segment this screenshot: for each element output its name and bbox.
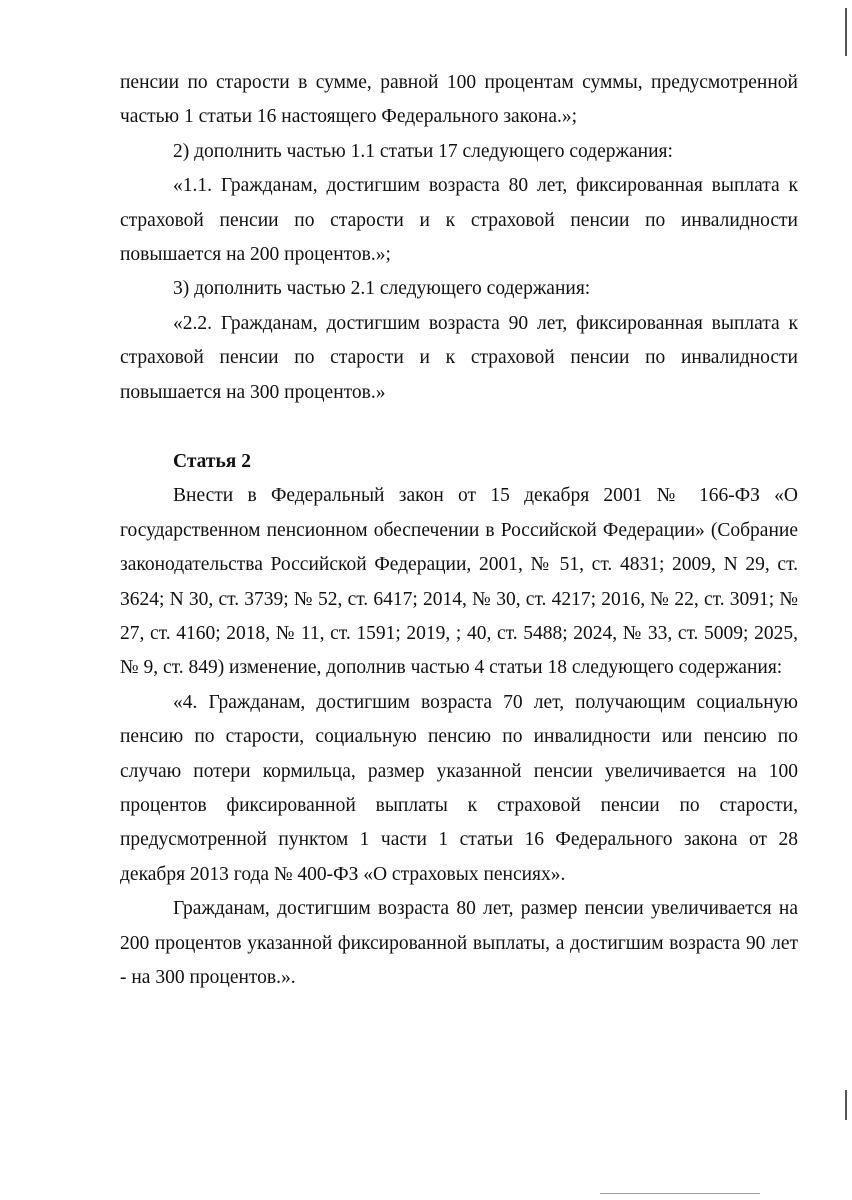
scan-bottom-line: [600, 1193, 760, 1194]
paragraph-clause-2-2: «2.2. Гражданам, достигшим возраста 90 лет, фиксированная выплата к страховой пенсии по старости и к страховой пенсии по инвалидности повышается на 300 процентов.»: [120, 312, 798, 403]
document-body-article-2: [120, 445, 798, 996]
paragraph-age-increase: Гражданам, достигшим возраста 80 лет, размер пенсии увеличивается на 200 процентов указанной фиксированной выплаты, а достигшим возраста 90 лет - на 300 процентов.».: [120, 898, 798, 989]
article-heading: Статья 2: [173, 451, 251, 472]
document-body: [120, 66, 798, 410]
scan-edge-mark: [845, 1090, 847, 1120]
paragraph-item-2: 2) дополнить частью 1.1 статьи 17 следующего содержания:: [173, 140, 673, 162]
paragraph-part-4: «4. Гражданам, достигшим возраста 70 лет, получающим социальную пенсию по старости, социальную пенсию по инвалидности или пенсию по случаю потери кормильца, размер указанной пенсии увеличивается на 100 процентов фиксированной выплаты к страховой пенсии по старости, предусмотренной пунктом 1 части 1 статьи 16 Федерального закона от 28 декабря 2013 года № 400-ФЗ «О страховых пенсиях».: [120, 691, 798, 885]
scan-edge-mark: [845, 8, 847, 56]
paragraph-continuation: пенсии по старости в сумме, равной 100 процентам суммы, предусмотренной частью 1 статьи 16 настоящего Федерального закона.»;: [120, 72, 798, 128]
paragraph-amendment: Внести в Федеральный закон от 15 декабря 2001 № 166-ФЗ «О государственном пенсионном обеспечении в Российской Федерации» (Собрание законодательства Российской Федерации, 2001, № 51, ст. 4831; 2009, N 29, ст. 3624; N 30, ст. 3739; № 52, ст. 6417; 2014, № 30, ст. 4217; 2016, № 22, ст. 3091; № 27, ст. 4160; 2018, № 11, ст. 1591; 2019, ; 40, ст. 5488; 2024, № 33, ст. 5009; 2025, № 9, ст. 849) изменение, дополнив частью 4 статьи 18 следующего содержания:: [120, 485, 798, 679]
paragraph-item-3: 3) дополнить частью 2.1 следующего содержания:: [173, 278, 591, 300]
paragraph-clause-1-1: «1.1. Гражданам, достигшим возраста 80 лет, фиксированная выплата к страховой пенсии по старости и к страховой пенсии по инвалидности повышается на 200 процентов.»;: [120, 175, 798, 266]
